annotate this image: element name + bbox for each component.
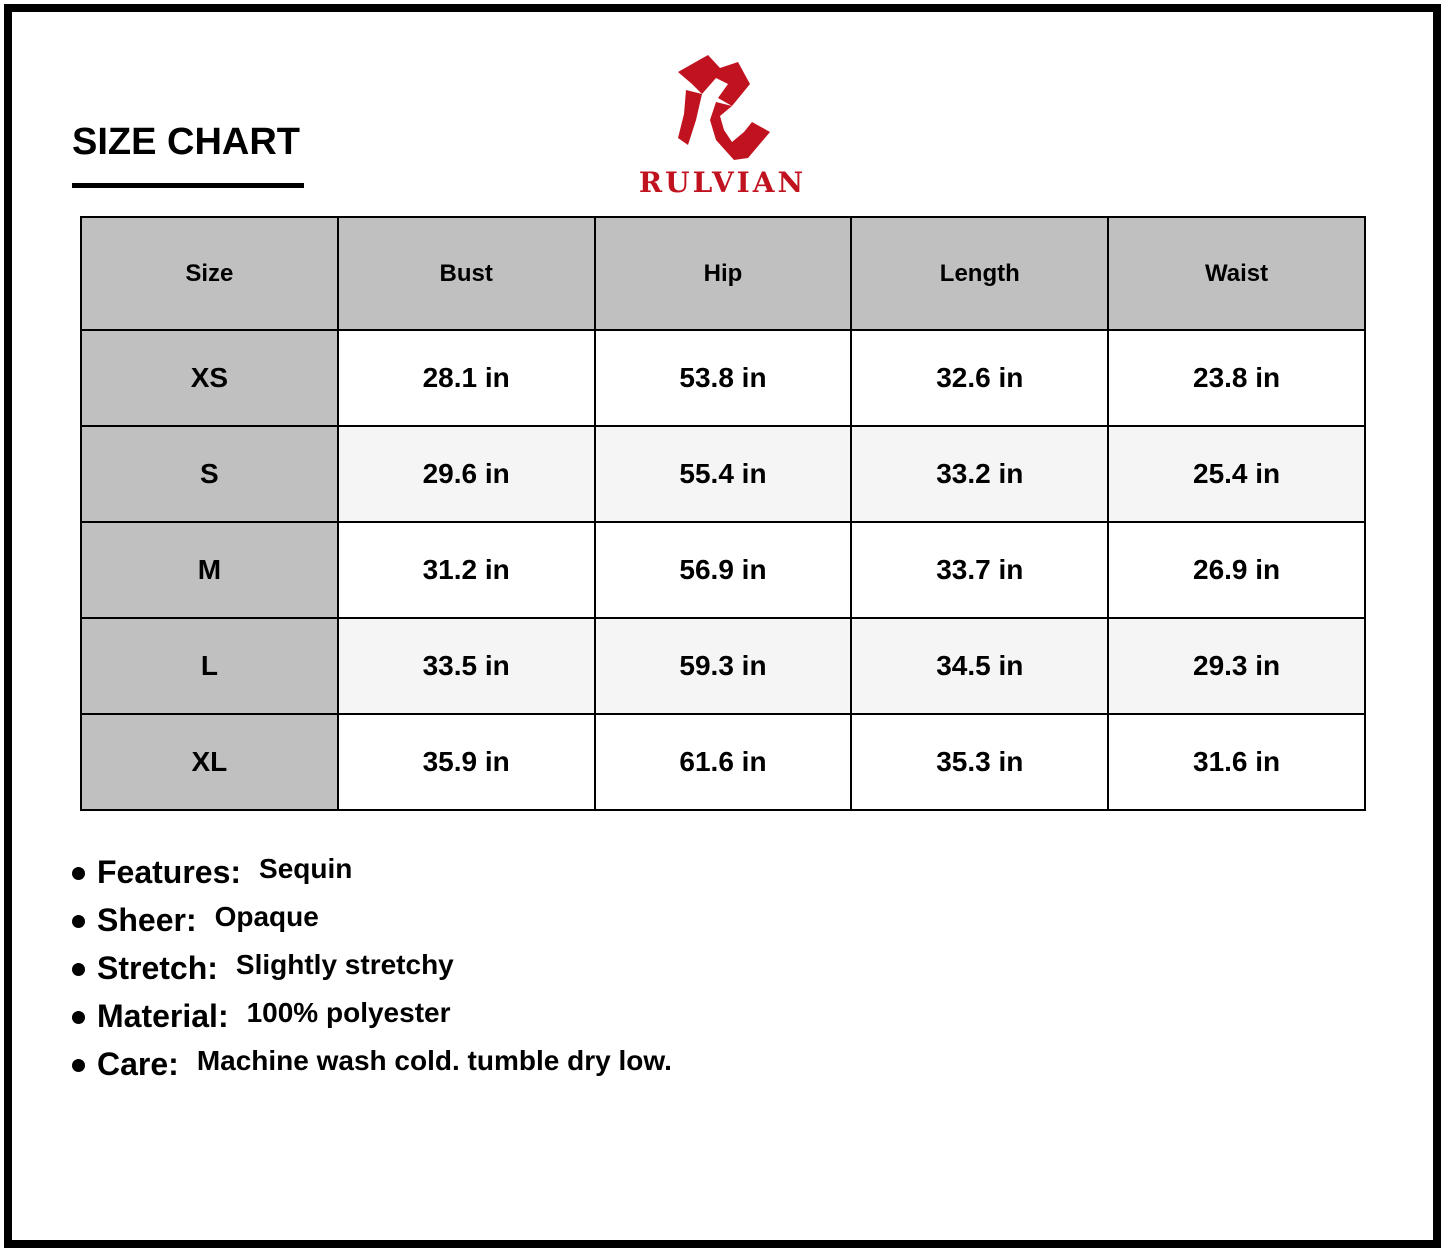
bust-cell: 29.6 in [338,426,595,522]
size-cell: M [81,522,338,618]
column-header-bust: Bust [338,217,595,330]
table-row [81,618,1365,714]
hip-cell: 53.8 in [595,330,852,426]
column-header-size: Size [81,217,338,330]
size-cell: S [81,426,338,522]
table-header-row [81,217,1365,330]
hip-cell: 61.6 in [595,714,852,810]
feature-value: Opaque [214,901,319,932]
list-item [72,848,672,896]
length-cell: 33.7 in [851,522,1108,618]
page-title: SIZE CHART [72,121,300,163]
waist-cell: 31.6 in [1108,714,1365,810]
waist-cell: 23.8 in [1108,330,1365,426]
list-item [72,896,672,944]
feature-value: 100% polyester [246,997,451,1028]
table-row [81,330,1365,426]
size-cell: XL [81,714,338,810]
feature-label: Features: [97,853,242,890]
waist-cell: 26.9 in [1108,522,1365,618]
bullet-icon [72,867,85,880]
bust-cell: 31.2 in [338,522,595,618]
bust-cell: 28.1 in [338,330,595,426]
bullet-icon [72,1011,85,1024]
bust-cell: 33.5 in [338,618,595,714]
bullet-icon [72,915,85,928]
bullet-icon [72,963,85,976]
feature-label: Stretch: [97,949,218,986]
bullet-icon [72,1059,85,1072]
feature-value: Sequin [259,853,353,884]
list-item [72,1040,672,1088]
bust-cell: 35.9 in [338,714,595,810]
feature-label: Material: [97,997,229,1034]
length-cell: 35.3 in [851,714,1108,810]
list-item [72,944,672,992]
feature-value: Machine wash cold. tumble dry low. [196,1045,672,1076]
hip-cell: 56.9 in [595,522,852,618]
size-cell: XS [81,330,338,426]
feature-label: Sheer: [97,901,197,938]
length-cell: 34.5 in [851,618,1108,714]
list-item [72,992,672,1040]
length-cell: 33.2 in [851,426,1108,522]
table-row [81,426,1365,522]
column-header-waist: Waist [1108,217,1365,330]
hip-cell: 59.3 in [595,618,852,714]
length-cell: 32.6 in [851,330,1108,426]
feature-value: Slightly stretchy [235,949,454,980]
hip-cell: 55.4 in [595,426,852,522]
size-table [80,216,1366,811]
size-cell: L [81,618,338,714]
feature-label: Care: [97,1045,179,1082]
waist-cell: 29.3 in [1108,618,1365,714]
column-header-hip: Hip [595,217,852,330]
title-underline [72,183,304,188]
table-row [81,522,1365,618]
table-row [81,714,1365,810]
brand-name: RULVIAN [638,166,807,199]
feature-list [72,848,672,1088]
column-header-length: Length [851,217,1108,330]
waist-cell: 25.4 in [1108,426,1365,522]
